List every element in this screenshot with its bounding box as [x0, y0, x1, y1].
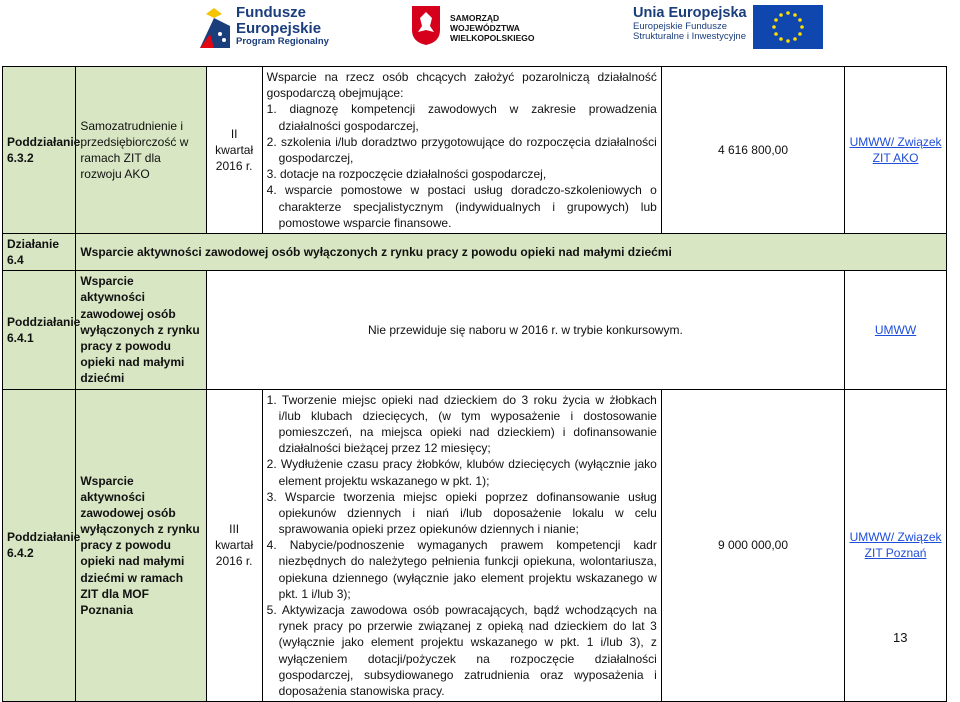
cell-amount: 9 000 000,00 — [661, 389, 844, 702]
institution-link[interactable]: UMWW — [874, 322, 917, 337]
cell-institution — [845, 67, 947, 234]
institution-link[interactable]: UMWW/ Związek ZIT AKO — [849, 134, 942, 165]
fe-line3: Program Regionalny — [236, 35, 329, 47]
list-item: 5. Aktywizacja zawodowa osób powracających, bądź wchodzących na rynek pracy po przerwie związanej z opieką nad dzieckiem do lat 3 (wyłącznie jako element projektu wskazanego w pkt. 1 i/lub 3), z wyłączeniem dotacji/pożyczek na rozpoczęcie działalności gospodarczej, subsydiowanego zatrudnienia oraz wyposażenia i doposażenia stanowiska pracy. — [266, 603, 657, 698]
wlkp-line2: WIELKOPOLSKIEGO — [450, 32, 535, 43]
list-item: 4. wsparcie pomostowe w postaci usług doradczo-szkoleniowych o charakterze specjalistycznym (indywidualnych i grupowych) lub pomostowe wsparcie finansowe. — [266, 183, 657, 230]
cell-scope — [262, 389, 661, 702]
cell-institution — [845, 389, 947, 702]
list-item: 3. Wsparcie tworzenia miejsc opieki poprzez dofinansowanie usług opiekunów dziennych i niań i/lub doposażenie lokalu w celu sprawowania opieki przez opiekunów dziennych i nianie; — [266, 489, 657, 537]
table-row — [3, 389, 947, 702]
wlkp-line1: SAMORZĄD WOJEWÓDZTWA — [450, 13, 520, 33]
ue-line2: Europejskie Fundusze — [633, 20, 727, 32]
cell-action-title: Wsparcie aktywności zawodowej osób wyłączonych z rynku pracy z powodu opieki nad małymi dziećmi — [76, 233, 947, 270]
list-item: 3. dotacje na rozpoczęcie działalności gospodarczej, — [266, 167, 547, 182]
samorzad-logo — [410, 4, 560, 52]
unia-europejska-logo — [633, 3, 793, 53]
list-item: 1. Tworzenie miejsc opieki nad dzieckiem do 3 roku życia w żłobkach i/lub klubach dziecięcych, (w tym wyposażenie i dostosowanie pomieszczeń, na miejsca opieki nad dzieckiem) i dofinansowanie działalności bieżącej przez 12 miesięcy; — [266, 392, 657, 456]
cell-amount: 4 616 800,00 — [661, 67, 844, 234]
page-number: 13 — [893, 630, 908, 645]
eu-flag-icon — [753, 5, 823, 49]
table-row — [3, 271, 947, 389]
eagle-emblem-icon — [410, 4, 442, 46]
logo-bar — [0, 0, 960, 56]
cell-note: Nie przewiduje się naboru w 2016 r. w trybie konkursowym. — [206, 271, 844, 389]
cell-name: Samozatrudnienie i przedsiębiorczość w ramach ZIT dla rozwoju AKO — [76, 67, 206, 234]
cell-code: Poddziałanie 6.4.2 — [3, 389, 76, 702]
list-item: 4. Nabycie/podnoszenie wymaganych prawem kompetencji kadr niezbędnych do należytego pełnienia funkcji opiekuna, wolontariusza, opiekuna dziennego (wyłącznie jako element projektu wskazanego w pkt. 1 i/lub 3); — [266, 538, 657, 601]
cell-quarter: III kwartał 2016 r. — [206, 389, 262, 702]
fe-star-icon — [200, 4, 230, 48]
cell-code: Poddziałanie 6.3.2 — [3, 67, 76, 234]
cell-quarter: II kwartał 2016 r. — [206, 67, 262, 234]
schedule-table — [2, 66, 947, 702]
cell-code: Poddziałanie 6.4.1 — [3, 271, 76, 389]
ue-line1: Unia Europejska — [633, 5, 747, 21]
institution-link[interactable]: UMWW/ Związek ZIT Poznań — [849, 530, 942, 561]
fundusze-europejskie-logo — [200, 2, 330, 52]
fe-line2: Europejskie — [236, 19, 322, 37]
list-item: 1. diagnozę kompetencji zawodowych w zakresie prowadzenia działalności gospodarczej, — [266, 102, 657, 133]
cell-code: Działanie 6.4 — [3, 233, 76, 270]
scope-intro: Wsparcie na rzecz osób chcących założyć pozarolniczą działalność gospodarczą obejmujące: — [266, 70, 657, 101]
table-row — [3, 233, 947, 270]
list-item: 2. szkolenia i/lub doradztwo przygotowujące do rozpoczęcia działalności gospodarczej, — [266, 134, 657, 165]
list-item: 2. Wydłużenie czasu pracy żłobków, klubów dziecięcych (wyłącznie jako element projektu wskazanego w pkt. 1); — [266, 457, 657, 488]
cell-name: Wsparcie aktywności zawodowej osób wyłączonych z rynku pracy z powodu opieki nad małymi dziećmi — [76, 271, 206, 389]
cell-scope — [262, 67, 661, 234]
table-row — [3, 67, 947, 234]
cell-name: Wsparcie aktywności zawodowej osób wyłączonych z rynku pracy z powodu opieki nad małymi dziećmi w ramach ZIT dla MOF Poznania — [76, 389, 206, 702]
fe-line1: Fundusze — [236, 4, 306, 21]
ue-line3: Strukturalne i Inwestycyjne — [633, 31, 746, 43]
cell-institution — [845, 271, 947, 389]
